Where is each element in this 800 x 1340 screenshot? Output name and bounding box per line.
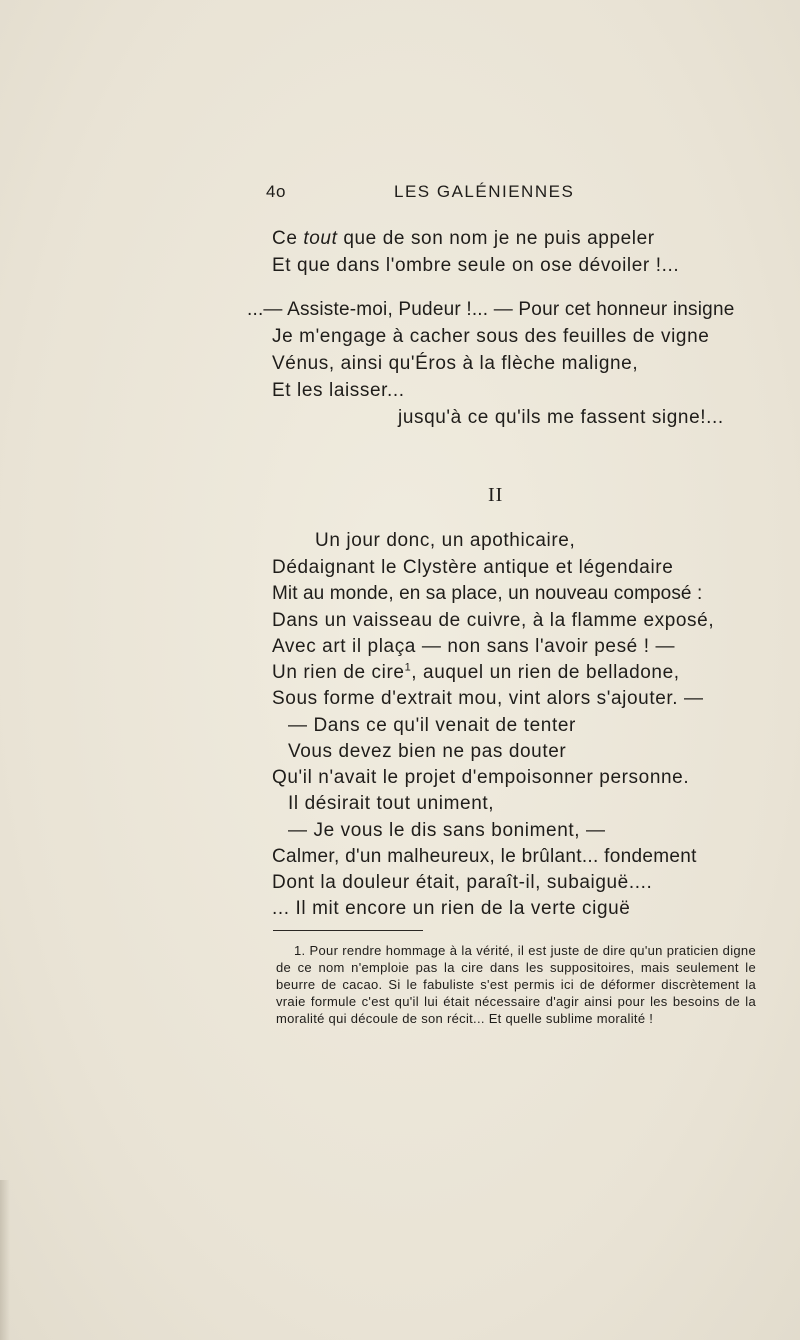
running-title: LES GALÉNIENNES xyxy=(394,182,575,201)
page-header xyxy=(0,182,800,206)
verse-text: , auquel un rien de belladone, xyxy=(411,662,680,683)
verse-line: Mit au monde, en sa place, un nouveau composé : xyxy=(272,583,703,604)
verse-italic: tout xyxy=(303,228,338,249)
footnote-text: 1. Pour rendre hommage à la vérité, il est juste de dire qu'un praticien digne de ce nom n'emploie pas la cire dans les suppositoires, mais seulement le beurre de cacao. Si le fabuliste s'est permis ici de déformer discrètement la vraie formule c'est qu'il lui était nécessaire d'agir ainsi pour les besoins de la moralité qui découle de son récit... Et quelle sublime moralité ! xyxy=(276,943,756,1026)
verse-line: Et que dans l'ombre seule on ose dévoiler !... xyxy=(272,255,680,276)
verse-text: que de son nom je ne puis appeler xyxy=(337,228,655,249)
verse-line: Dont la douleur était, paraît-il, subaiguë.... xyxy=(272,872,653,893)
verse-line: Qu'il n'avait le projet d'empoisonner personne. xyxy=(272,767,690,788)
page-edge-shadow xyxy=(0,1180,10,1340)
verse-line: — Dans ce qu'il venait de tenter xyxy=(288,715,576,736)
verse-line: Et les laisser... xyxy=(272,380,405,401)
verse-line: Il désirait tout uniment, xyxy=(288,793,495,814)
verse-line: Sous forme d'extrait mou, vint alors s'ajouter. — xyxy=(272,688,704,709)
verse-line: Calmer, d'un malheureux, le brûlant... fondement xyxy=(272,846,697,867)
verse-line xyxy=(272,228,655,250)
verse-line: Vénus, ainsi qu'Éros à la flèche maligne, xyxy=(272,353,639,374)
verse-line: Dédaignant le Clystère antique et légendaire xyxy=(272,557,674,578)
verse-line: Vous devez bien ne pas douter xyxy=(288,741,567,762)
verse-line: ... Il mit encore un rien de la verte ciguë xyxy=(272,898,631,919)
section-number: II xyxy=(488,484,504,506)
page-number: 4o xyxy=(266,182,286,201)
footnote-divider xyxy=(273,930,423,931)
verse-line: — Je vous le dis sans boniment, — xyxy=(288,820,606,841)
verse-text: Ce xyxy=(272,228,304,249)
footnote-mark[interactable]: 1 xyxy=(404,661,412,674)
verse-line: Je m'engage à cacher sous des feuilles de vigne xyxy=(272,326,710,347)
verse-line xyxy=(272,662,680,684)
verse-line: jusqu'à ce qu'ils me fassent signe!... xyxy=(398,407,724,428)
verse-line: ...— Assiste-moi, Pudeur !... — Pour cet honneur insigne xyxy=(247,299,735,320)
footnote xyxy=(276,942,756,1027)
verse-line: Un jour donc, un apothicaire, xyxy=(315,530,576,551)
verse-line: Avec art il plaça — non sans l'avoir pesé ! — xyxy=(272,636,676,657)
verse-line: Dans un vaisseau de cuivre, à la flamme exposé, xyxy=(272,610,715,631)
verse-text: Un rien de cire xyxy=(272,662,405,683)
